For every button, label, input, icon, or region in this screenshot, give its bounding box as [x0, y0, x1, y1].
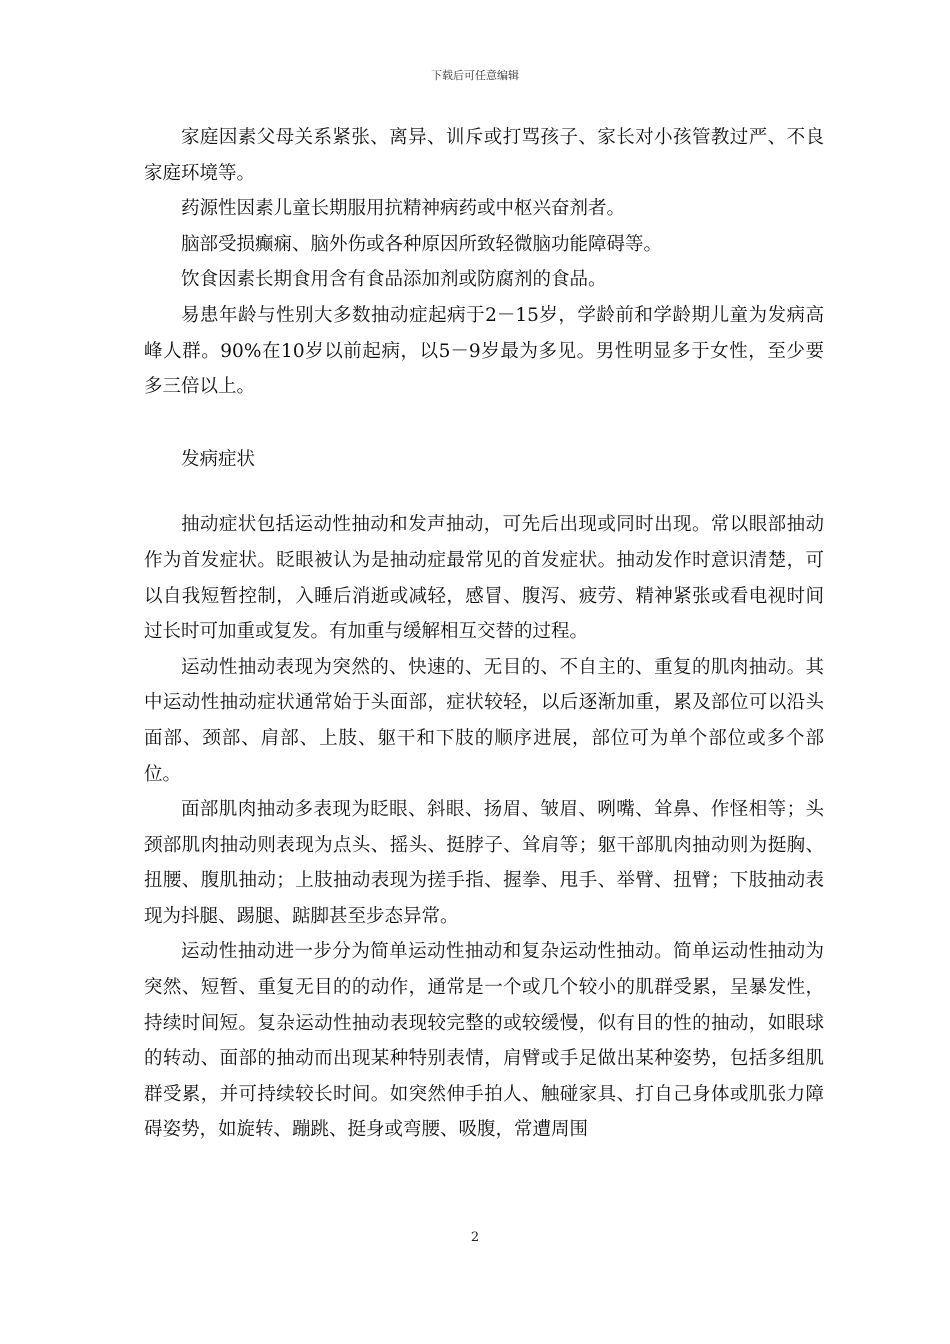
section-heading: 发病症状 — [181, 448, 256, 470]
paragraph-simple-complex-tics: 运动性抽动进一步分为简单运动性抽动和复杂运动性抽动。简单运动性抽动为突然、短暂、重复无目的的动作，通常是一个或几个较小的肌群受累，呈暴发性，持续时间短。复杂运动性抽动表现较完整的或较缓慢，似有目的性的抽动，如眼球的转动、面部的抽动而出现某种特别表情，肩臂或手足做出某种姿势，包括多组肌群受累，并可持续较长时间。如突然伸手拍人、触碰家具、打自己身体或肌张力障碍姿势，如旋转、蹦跳、挺身或弯腰、吸腹，常遭周围 — [144, 941, 824, 1141]
page-header: 下载后可任意编辑 — [431, 69, 519, 82]
paragraph-diet-factors: 饮食因素长期食用含有食品添加剂或防腐剂的食品。 — [181, 269, 607, 291]
paragraph-brain-damage: 脑部受损癫痫、脑外伤或各种原因所致轻微脑功能障碍等。 — [181, 233, 663, 255]
paragraph-drug-factors: 药源性因素儿童长期服用抗精神病药或中枢兴奋剂者。 — [181, 198, 626, 220]
paragraph-muscle-tics: 面部肌肉抽动多表现为眨眼、斜眼、扬眉、皱眉、咧嘴、耸鼻、作怪相等；头颈部肌肉抽动则表现为点头、摇头、挺脖子、耸肩等；躯干部肌肉抽动则为挺胸、扭腰、腹肌抽动；上肢抽动表现为搓手指、握拳、甩手、举臂、扭臂；下肢抽动表现为抖腿、踢腿、踮脚甚至步态异常。 — [144, 799, 824, 927]
paragraph-family-factors: 家庭因素父母关系紧张、离异、训斥或打骂孩子、家长对小孩管教过严、不良家庭环境等。 — [144, 127, 824, 184]
page-number: 2 — [470, 1230, 480, 1245]
body-text — [144, 120, 824, 1148]
paragraph-symptoms-overview: 抽动症状包括运动性抽动和发声抽动，可先后出现或同时出现。常以眼部抽动作为首发症状。眨眼被认为是抽动症最常见的首发症状。抽动发作时意识清楚，可以自我短暂控制，入睡后消逝或减轻，感冒、腹泻、疲劳、精神紧张或看电视时间过长时可加重或复发。有加重与缓解相互交替的过程。 — [144, 514, 824, 643]
paragraph-age-gender: 易患年龄与性别大多数抽动症起病于2－15岁，学龄前和学龄期儿童为发病高峰人群。90%在10岁以前起病，以5－9岁最为多见。男性明显多于女性，至少要多三倍以上。 — [144, 304, 824, 398]
paragraph-motor-tics: 运动性抽动表现为突然的、快速的、无目的、不自主的、重复的肌肉抽动。其中运动性抽动症状通常始于头面部，症状较轻，以后逐渐加重，累及部位可以沿头面部、颈部、肩部、上肢、躯干和下肢的顺序进展，部位可为单个部位或多个部位。 — [144, 656, 824, 785]
